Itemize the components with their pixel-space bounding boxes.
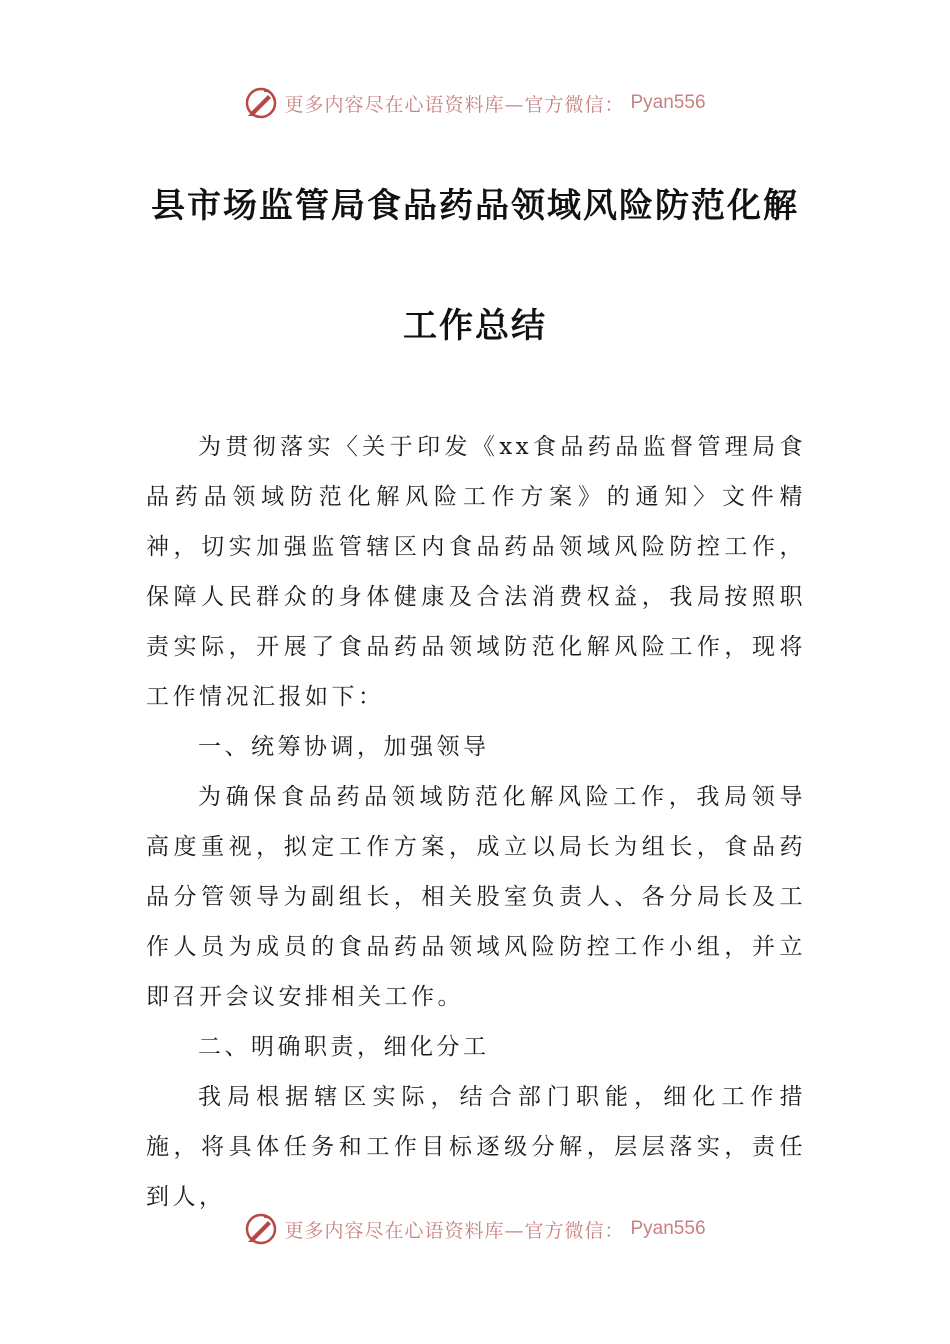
document-title-line1: 县市场监管局食品药品领域风险防范化解 <box>151 186 799 226</box>
intro-paragraph: 为贯彻落实〈关于印发《xx食品药品监督管理局食品药品领域防范化解风险工作方案》的通知〉文件精神，切实加强监管辖区内食品药品领域风险防控工作，保障人民群众的身体健康及合法消费权益，我局按照职责实际，开展了食品药品领域防范化解风险工作，现将工作情况汇报如下： <box>146 434 806 710</box>
watermark-text: 更多内容尽在心语资料库—官方微信： <box>284 93 625 116</box>
header-watermark <box>0 86 950 120</box>
section-heading-2: 二、明确职责，细化分工 <box>198 1034 490 1060</box>
watermark-wechat-id: Pyan556 <box>630 92 706 113</box>
footer-watermark <box>0 1212 950 1246</box>
pen-logo-icon <box>244 1212 278 1246</box>
document-body <box>146 422 806 1222</box>
section-2-paragraph: 我局根据辖区实际，结合部门职能，细化工作措施，将具体任务和工作目标逐级分解，层层落实，责任到人， <box>146 1084 806 1210</box>
watermark-text: 更多内容尽在心语资料库—官方微信： <box>284 1219 625 1242</box>
section-heading-1: 一、统筹协调，加强领导 <box>198 734 490 760</box>
document-title-line2: 工作总结 <box>403 306 547 346</box>
section-1-paragraph: 为确保食品药品领域防范化解风险工作，我局领导高度重视，拟定工作方案，成立以局长为组长，食品药品分管领导为副组长，相关股室负责人、各分局长及工作人员为成员的食品药品领域风险防控工作小组，并立即召开会议安排相关工作。 <box>146 784 806 1010</box>
watermark-wechat-id: Pyan556 <box>630 1218 706 1239</box>
pen-logo-icon <box>244 86 278 120</box>
